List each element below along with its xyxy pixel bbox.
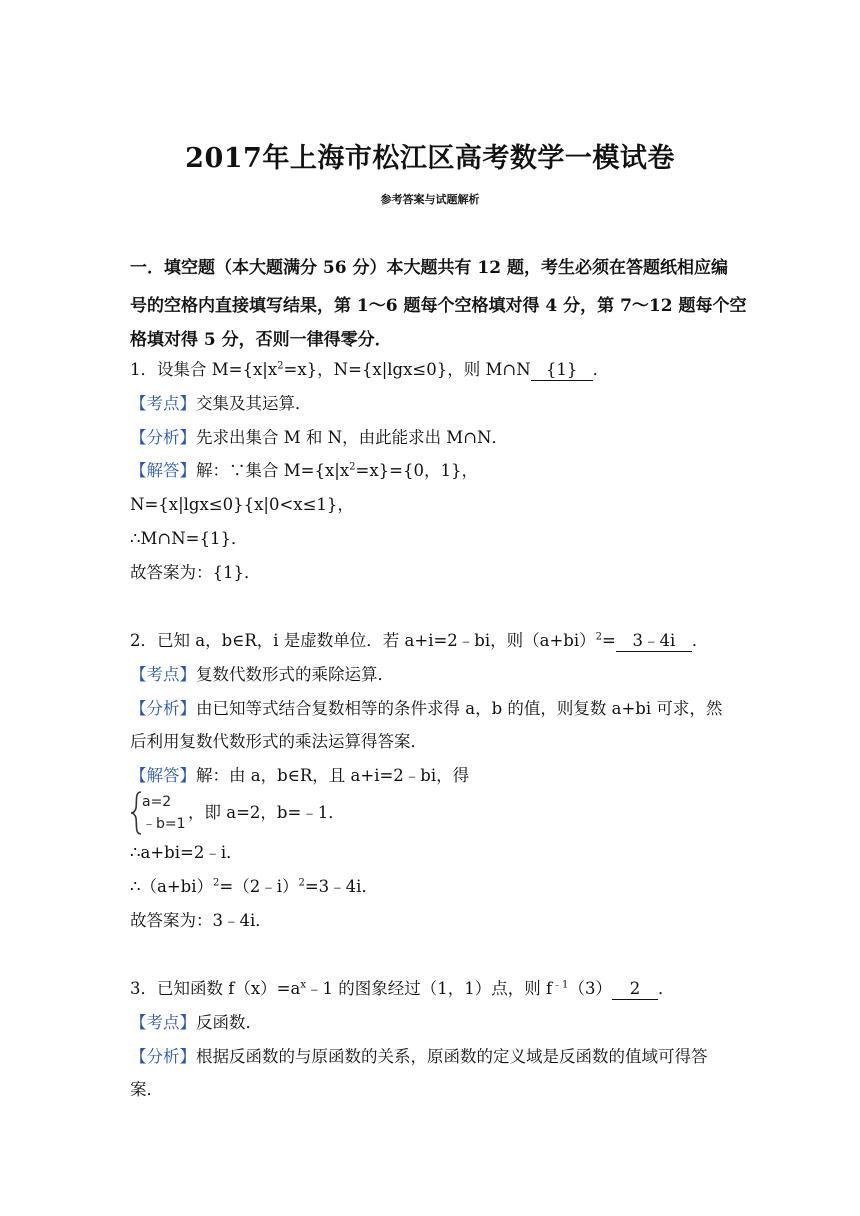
q1-final-answer: 故答案为：{1}． — [130, 563, 261, 582]
q3-fenxi-text: 根据反函数的与原函数的关系，原函数的定义域是反函数的值域可得答 — [196, 1047, 708, 1066]
q3-stem-text-2: ﹣1 的图象经过（1，1）点，则 f — [305, 979, 553, 998]
q2-jieda-tag: 【解答】 — [130, 766, 196, 785]
q1-fenxi-tag: 【分析】 — [130, 428, 196, 447]
q2-stem-superscript: 2 — [595, 631, 603, 643]
q3-stem-end: ． — [657, 979, 675, 998]
q3-kaodian-tag: 【考点】 — [130, 1013, 196, 1032]
q2-answer-blank: 3﹣4i — [616, 631, 692, 652]
q2-fenxi-line-1 — [130, 696, 740, 722]
q3-fenxi-line-2: 案． — [130, 1080, 163, 1099]
q1-kaodian — [130, 391, 740, 417]
q3-fenxi-tag: 【分析】 — [130, 1047, 196, 1066]
q3-stem-superscript: x — [300, 979, 306, 991]
q3-kaodian-text: 反函数． — [196, 1013, 262, 1032]
q2-system-after: ，即 a=2，b=﹣1． — [188, 803, 345, 822]
q2-line-2-text-3: =3﹣4i． — [304, 877, 378, 896]
q3-kaodian — [130, 1010, 740, 1036]
q3-stem-superscript-2: ﹣1 — [552, 979, 569, 991]
q2-fenxi-tag: 【分析】 — [130, 699, 196, 718]
q2-jieda-text: 解：由 a，b∈R，且 a+i=2﹣bi，得 — [196, 766, 470, 785]
q1-answer-blank: {1} — [531, 360, 593, 381]
q3-stem-text-3: （3） — [568, 979, 612, 998]
q2-system-eq-1: a=2 — [142, 794, 172, 810]
q2-fenxi-line-2: 后利用复数代数形式的乘法运算得答案． — [130, 732, 427, 751]
q1-jieda-tag: 【解答】 — [130, 461, 196, 480]
q1-jieda — [130, 458, 740, 484]
q2-line-2-text-2: =（2﹣i） — [219, 877, 299, 896]
q1-kaodian-tag: 【考点】 — [130, 394, 196, 413]
q2-fenxi-text: 由已知等式结合复数相等的条件求得 a，b 的值，则复数 a+bi 可求，然 — [196, 699, 723, 718]
q1-jieda-text-2: =x}={0，1}， — [355, 461, 478, 480]
q1-kaodian-text: 交集及其运算． — [196, 394, 312, 413]
document-title: 2017年上海市松江区高考数学一模试卷 — [185, 143, 675, 174]
q1-fenxi — [130, 425, 740, 451]
q2-line-1: ∴a+bi=2﹣i． — [130, 843, 243, 862]
q2-line-2-superscript: 2 — [213, 877, 220, 889]
q1-fenxi-text: 先求出集合 M 和 N，由此能求出 M∩N． — [196, 428, 508, 447]
q2-kaodian — [130, 662, 740, 688]
q3-answer-blank: 2 — [612, 979, 658, 1000]
q2-equation-system — [130, 790, 188, 836]
q2-stem-text: 2．已知 a，b∈R，i 是虚数单位．若 a+i=2﹣bi，则（a+bi） — [130, 631, 596, 650]
q2-stem — [130, 628, 740, 654]
q3-stem-text: 3．已知函数 f（x）=a — [130, 979, 301, 998]
q2-stem-end: ． — [691, 631, 709, 650]
q1-stem — [130, 357, 740, 383]
q2-kaodian-tag: 【考点】 — [130, 665, 196, 684]
q3-stem — [130, 976, 740, 1002]
q1-stem-text-2: =x}，N={x|lgx≤0}，则 M∩N — [283, 360, 531, 379]
q3-fenxi-line-1 — [130, 1044, 740, 1070]
q2-final-answer: 故答案为：3﹣4i． — [130, 911, 272, 930]
q2-line-2 — [130, 874, 740, 900]
q1-line-m: ∴M∩N={1}． — [130, 529, 248, 548]
q2-jieda — [130, 763, 740, 789]
section-instructions-line-3: 格填对得 5 分，否则一律得零分． — [130, 330, 392, 350]
q1-jieda-superscript: 2 — [349, 461, 356, 473]
q2-stem-text-2: = — [602, 631, 616, 650]
q2-system-eq-2: ﹣b=1 — [142, 816, 186, 832]
q1-stem-end: ． — [592, 360, 610, 379]
q1-stem-superscript: 2 — [277, 360, 284, 372]
section-instructions-line-1: 一．填空题（本大题满分 56 分）本大题共有 12 题，考生必须在答题纸相应编 — [130, 258, 728, 278]
q2-kaodian-text: 复数代数形式的乘除运算． — [196, 665, 394, 684]
q1-stem-text: 1．设集合 M={x|x — [130, 360, 278, 379]
section-instructions-line-2: 号的空格内直接填写结果，第 1～6 题每个空格填对得 4 分，第 7～12 题每个空 — [130, 296, 747, 316]
q1-jieda-text: 解：∵集合 M={x|x — [196, 461, 350, 480]
q2-line-2-superscript-2: 2 — [298, 877, 305, 889]
document-subtitle: 参考答案与试题解析 — [380, 193, 480, 206]
q2-line-2-text: ∴（a+bi） — [130, 877, 213, 896]
q1-line-n: N={x|lgx≤0}{x|0<x≤1}， — [130, 495, 354, 514]
